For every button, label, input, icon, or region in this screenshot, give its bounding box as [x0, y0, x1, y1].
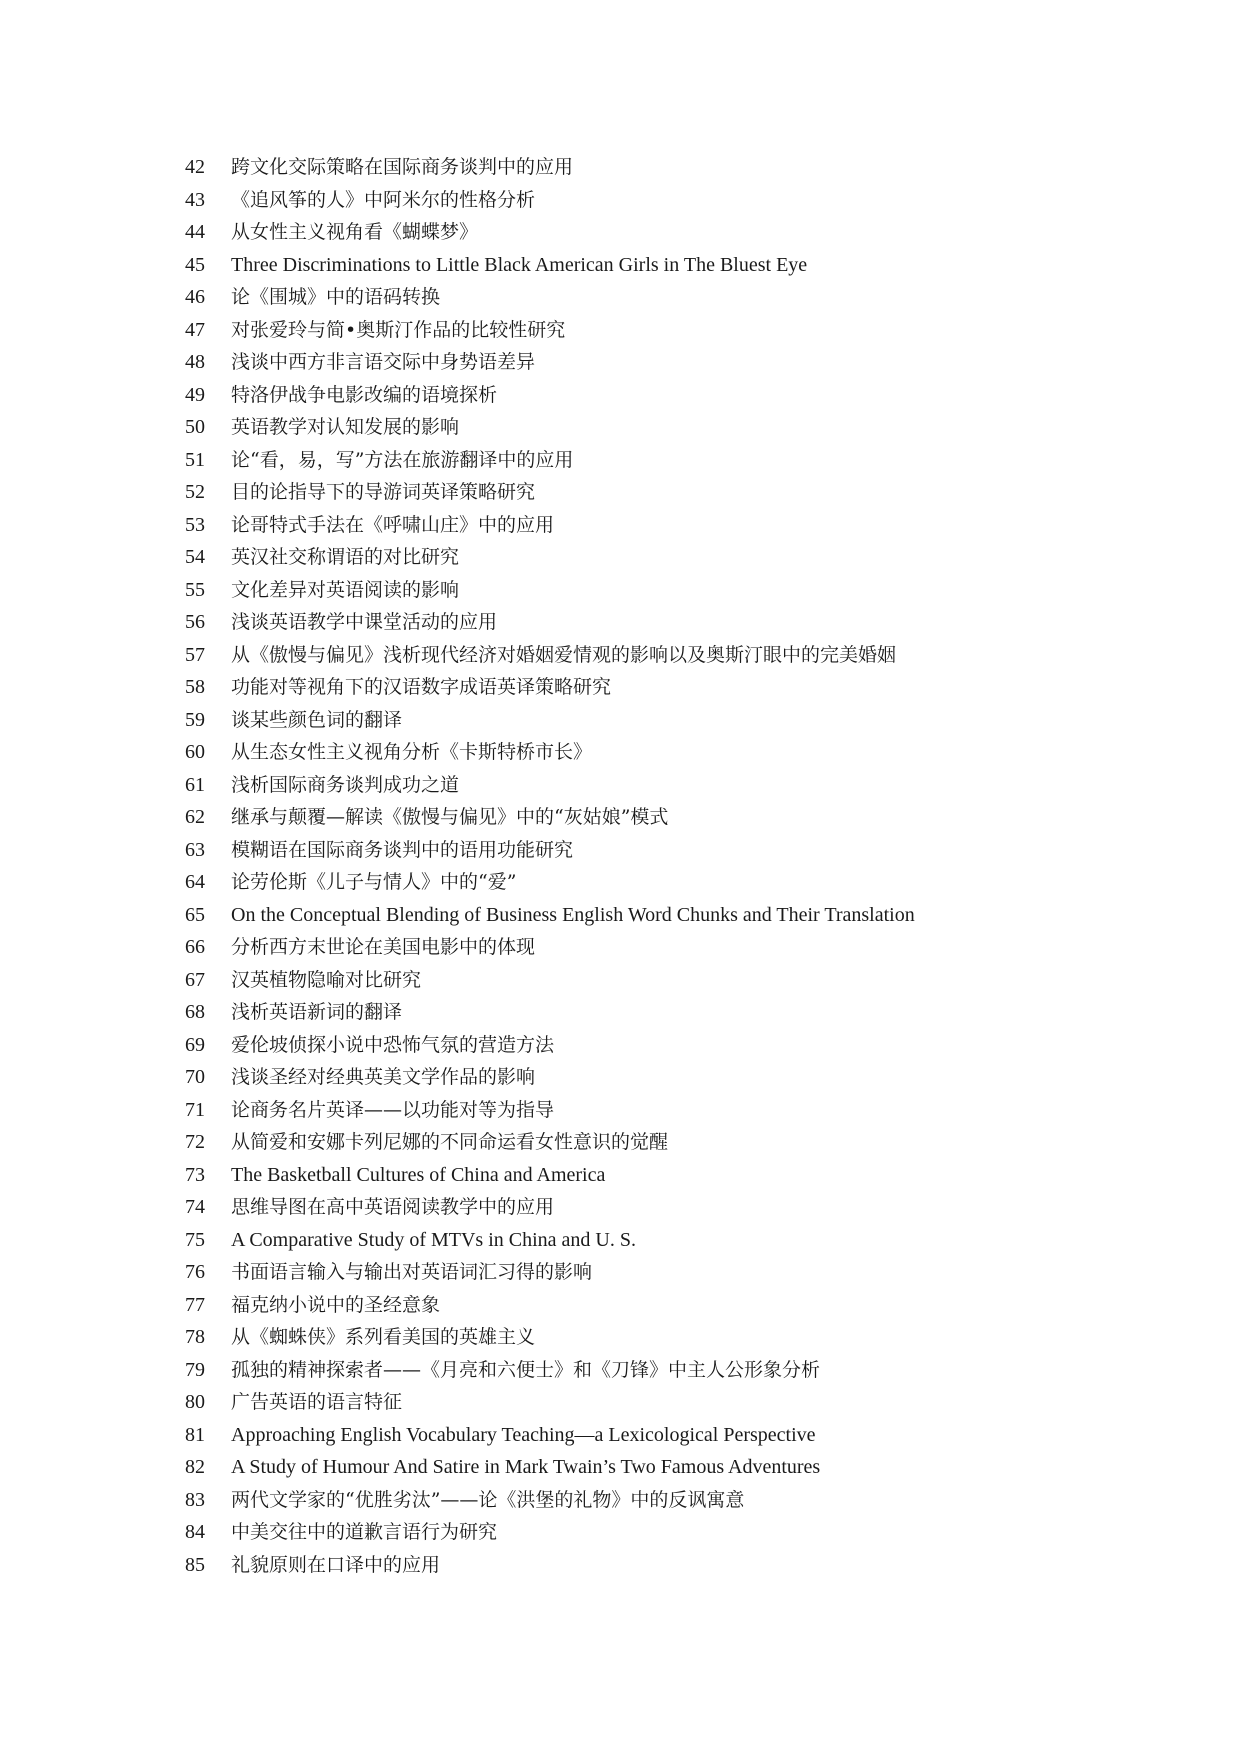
topic-number: 85: [185, 1553, 205, 1576]
topic-title: 跨文化交际策略在国际商务谈判中的应用: [231, 156, 574, 178]
topic-list-item: [185, 671, 1185, 704]
topic-number: 54: [185, 546, 205, 568]
topic-list-item: [185, 1386, 1185, 1419]
topic-number: 81: [185, 1423, 205, 1446]
topic-number: 51: [185, 448, 205, 471]
topic-number: 70: [185, 1066, 205, 1088]
topic-list-item: [185, 346, 1185, 379]
topic-list-item: [185, 249, 1185, 282]
topic-number: 59: [185, 708, 205, 731]
topic-list-item: [185, 1484, 1185, 1517]
topic-title: A Comparative Study of MTVs in China and U. S.: [231, 1228, 636, 1251]
topic-title: 继承与颠覆—解读《傲慢与偏见》中的“灰姑娘”模式: [231, 806, 669, 828]
topic-number: 72: [185, 1131, 205, 1153]
topic-list-item: [185, 541, 1185, 574]
topic-title: 从生态女性主义视角分析《卡斯特桥市长》: [231, 741, 593, 763]
topic-title: 爱伦坡侦探小说中恐怖气氛的营造方法: [231, 1033, 555, 1056]
topic-number: 79: [185, 1358, 205, 1381]
topic-number: 58: [185, 676, 205, 698]
topic-title: Three Discriminations to Little Black American Girls in The Bluest Eye: [231, 253, 808, 276]
topic-title: 分析西方末世论在美国电影中的体现: [231, 936, 536, 958]
topic-title: 模糊语在国际商务谈判中的语用功能研究: [231, 838, 574, 861]
topic-title: 从女性主义视角看《蝴蝶梦》: [231, 221, 479, 243]
topic-title: 论劳伦斯《儿子与情人》中的“爱”: [231, 871, 517, 893]
topic-title: 广告英语的语言特征: [231, 1391, 403, 1413]
topic-number: 42: [185, 156, 205, 178]
topic-list-item: [185, 769, 1185, 802]
topic-title: 论商务名片英译——以功能对等为指导: [231, 1098, 555, 1121]
topic-title: 从《蜘蛛侠》系列看美国的英雄主义: [231, 1326, 536, 1348]
topic-title: 论哥特式手法在《呼啸山庄》中的应用: [231, 513, 555, 536]
topic-list-item: [185, 476, 1185, 509]
topic-title: 浅析英语新词的翻译: [231, 1001, 403, 1023]
topic-title: 礼貌原则在口译中的应用: [231, 1553, 441, 1576]
topic-list-item: [185, 736, 1185, 769]
topic-title: 浅谈英语教学中课堂活动的应用: [231, 611, 498, 633]
topic-title: 论“看，易，写”方法在旅游翻译中的应用: [231, 448, 574, 471]
topic-title: 英语教学对认知发展的影响: [231, 416, 460, 438]
topic-title: 孤独的精神探索者——《月亮和六便士》和《刀锋》中主人公形象分析: [231, 1358, 821, 1381]
topic-list-item: [185, 1256, 1185, 1289]
topic-list-item: [185, 834, 1185, 867]
topic-title: 浅析国际商务谈判成功之道: [231, 773, 460, 796]
topic-list-item: [185, 411, 1185, 444]
topic-number: 47: [185, 318, 205, 341]
topic-number: 78: [185, 1326, 205, 1348]
topic-number: 80: [185, 1391, 205, 1413]
topic-title: On the Conceptual Blending of Business English Word Chunks and Their Translation: [231, 903, 915, 926]
topic-title: Approaching English Vocabulary Teaching—a Lexicological Perspective: [231, 1423, 816, 1446]
topic-list-item: [185, 184, 1185, 217]
topic-title: 浅谈圣经对经典英美文学作品的影响: [231, 1066, 536, 1088]
topic-number: 62: [185, 806, 205, 828]
topic-title: 中美交往中的道歉言语行为研究: [231, 1521, 498, 1543]
topic-title: 文化差异对英语阅读的影响: [231, 578, 460, 601]
topic-list-item: [185, 996, 1185, 1029]
topic-number: 46: [185, 286, 205, 308]
topic-number: 53: [185, 513, 205, 536]
topic-title: 汉英植物隐喻对比研究: [231, 968, 422, 991]
topic-list-item: [185, 1354, 1185, 1387]
topic-list-item: [185, 1224, 1185, 1257]
topic-number: 82: [185, 1456, 205, 1478]
topic-number: 50: [185, 416, 205, 438]
topic-number: 44: [185, 221, 205, 243]
topic-number: 48: [185, 351, 205, 373]
topic-list-item: [185, 931, 1185, 964]
topic-number: 69: [185, 1033, 205, 1056]
topic-title: 从《傲慢与偏见》浅析现代经济对婚姻爱情观的影响以及奥斯汀眼中的完美婚姻: [231, 643, 897, 666]
topic-list-item: [185, 216, 1185, 249]
topic-number: 60: [185, 741, 205, 763]
topic-number: 67: [185, 968, 205, 991]
topic-title: 功能对等视角下的汉语数字成语英译策略研究: [231, 676, 612, 698]
topic-list-item: [185, 866, 1185, 899]
topic-list-item: [185, 1126, 1185, 1159]
topic-number: 63: [185, 838, 205, 861]
topic-list-item: [185, 801, 1185, 834]
topic-list-item: [185, 151, 1185, 184]
topic-title: 英汉社交称谓语的对比研究: [231, 546, 460, 568]
topic-title: 思维导图在高中英语阅读教学中的应用: [231, 1196, 555, 1218]
topic-title: 谈某些颜色词的翻译: [231, 708, 403, 731]
topic-number: 56: [185, 611, 205, 633]
topic-number: 71: [185, 1098, 205, 1121]
topic-number: 83: [185, 1488, 205, 1511]
topic-list-item: [185, 1321, 1185, 1354]
topic-list-item: [185, 1029, 1185, 1062]
topic-number: 64: [185, 871, 205, 893]
topic-number: 61: [185, 773, 205, 796]
topic-number: 68: [185, 1001, 205, 1023]
topic-list-item: [185, 1159, 1185, 1192]
topic-list-item: [185, 509, 1185, 542]
topic-list-item: [185, 281, 1185, 314]
topic-number: 65: [185, 903, 205, 926]
topic-list-item: [185, 899, 1185, 932]
topic-number: 45: [185, 253, 205, 276]
topic-list-item: [185, 1549, 1185, 1582]
topic-list-item: [185, 606, 1185, 639]
topic-title: 从简爱和安娜卡列尼娜的不同命运看女性意识的觉醒: [231, 1131, 669, 1153]
topic-number: 66: [185, 936, 205, 958]
topic-list-item: [185, 704, 1185, 737]
topic-number: 57: [185, 643, 205, 666]
topic-list-item: [185, 1061, 1185, 1094]
topic-number: 55: [185, 578, 205, 601]
topic-list-item: [185, 1094, 1185, 1127]
topic-title: 书面语言输入与输出对英语词汇习得的影响: [231, 1261, 593, 1283]
topic-number: 76: [185, 1261, 205, 1283]
topic-number: 77: [185, 1293, 205, 1316]
topic-list-item: [185, 1516, 1185, 1549]
topic-title: 《追风筝的人》中阿米尔的性格分析: [231, 188, 536, 211]
topic-title: 福克纳小说中的圣经意象: [231, 1293, 441, 1316]
topic-list-item: [185, 1419, 1185, 1452]
topic-title: 对张爱玲与简•奥斯汀作品的比较性研究: [231, 318, 566, 341]
topic-list-item: [185, 314, 1185, 347]
topic-list-item: [185, 1191, 1185, 1224]
topic-number: 43: [185, 188, 205, 211]
topic-title: 目的论指导下的导游词英译策略研究: [231, 481, 536, 503]
topic-number: 75: [185, 1228, 205, 1251]
topic-number: 49: [185, 383, 205, 406]
topic-list-item: [185, 1289, 1185, 1322]
topic-title: 论《围城》中的语码转换: [231, 286, 441, 308]
topic-number: 84: [185, 1521, 205, 1543]
topic-title: The Basketball Cultures of China and America: [231, 1163, 606, 1186]
thesis-topic-list: [185, 151, 1185, 1581]
topic-title: A Study of Humour And Satire in Mark Twain’s Two Famous Adventures: [231, 1456, 821, 1478]
topic-title: 特洛伊战争电影改编的语境探析: [231, 383, 498, 406]
topic-title: 浅谈中西方非言语交际中身势语差异: [231, 351, 536, 373]
topic-list-item: [185, 639, 1185, 672]
topic-list-item: [185, 574, 1185, 607]
topic-list-item: [185, 964, 1185, 997]
topic-list-item: [185, 444, 1185, 477]
topic-list-item: [185, 1451, 1185, 1484]
topic-number: 52: [185, 481, 205, 503]
topic-number: 74: [185, 1196, 205, 1218]
topic-list-item: [185, 379, 1185, 412]
topic-title: 两代文学家的“优胜劣汰”——论《洪堡的礼物》中的反讽寓意: [231, 1488, 745, 1511]
topic-number: 73: [185, 1163, 205, 1186]
